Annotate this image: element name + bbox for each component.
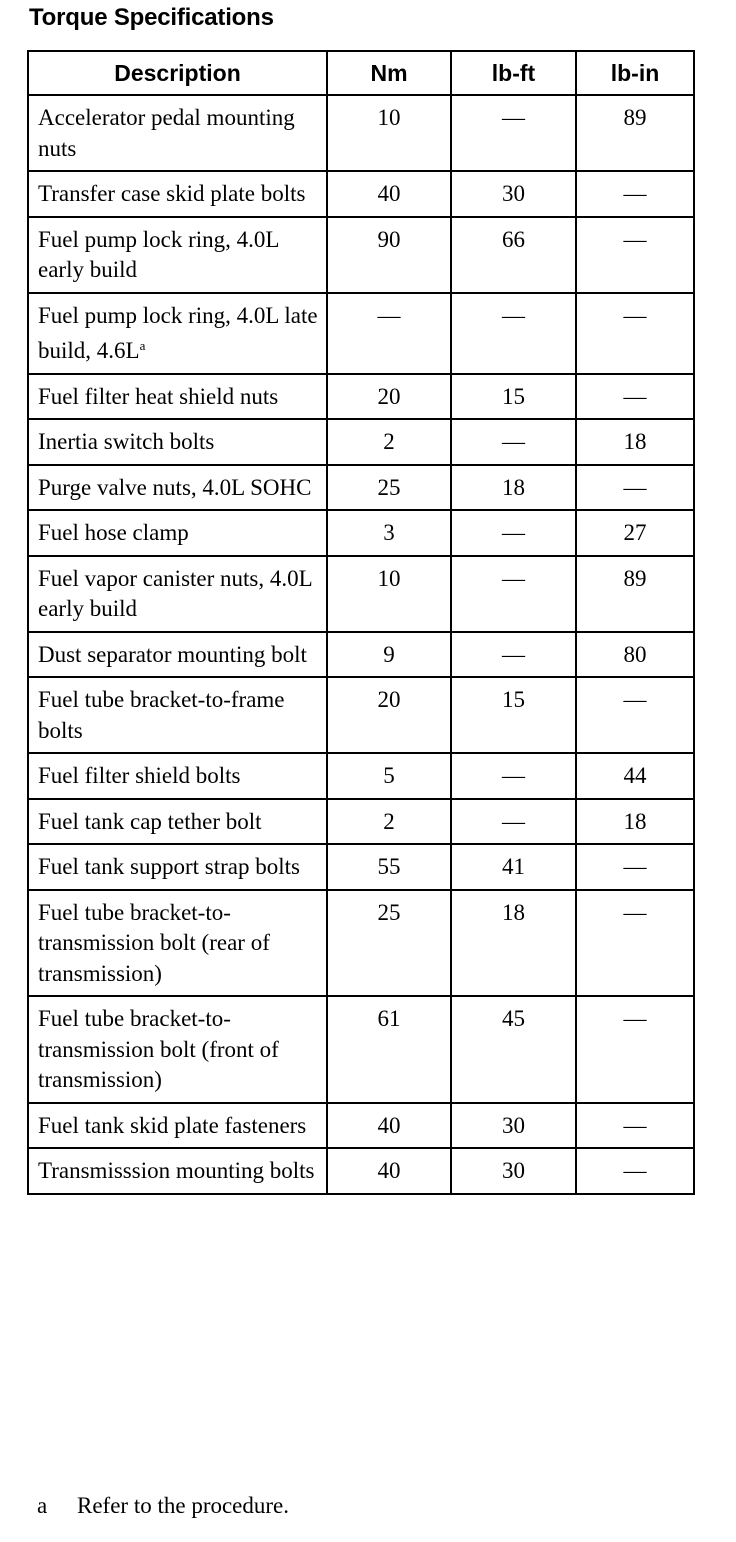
lb-ft-cell: 41 [451,844,576,890]
description-cell [28,996,327,1103]
nm-cell: 55 [327,844,451,890]
lb-ft-cell: — [451,419,576,465]
description-text: Fuel tube bracket-to-transmission bolt (rear of transmission) [38,899,270,986]
nm-cell: 25 [327,890,451,997]
table-row [28,465,694,511]
table-row [28,1148,694,1194]
nm-cell: 9 [327,632,451,678]
lb-in-cell: — [576,217,694,293]
lb-in-cell: 44 [576,753,694,799]
nm-cell: 3 [327,510,451,556]
lb-ft-cell: 18 [451,465,576,511]
description-cell [28,465,327,511]
nm-cell: 61 [327,996,451,1103]
nm-cell: 20 [327,374,451,420]
lb-in-cell: 18 [576,419,694,465]
description-text: Fuel tank skid plate fasteners [38,1112,307,1138]
lb-in-cell: — [576,996,694,1103]
lb-in-cell: — [576,293,694,374]
nm-cell: — [327,293,451,374]
description-text: Fuel tube bracket-to-transmission bolt (front of transmission) [38,1006,279,1092]
lb-ft-cell: — [451,799,576,845]
description-cell [28,799,327,845]
description-cell [28,1148,327,1194]
description-text: Fuel tank cap tether bolt [38,808,262,834]
footnote-mark: a [37,1493,48,1518]
lb-in-cell: — [576,844,694,890]
table-row [28,171,694,217]
lb-ft-cell: — [451,632,576,678]
lb-ft-cell: 30 [451,171,576,217]
lb-in-cell: 89 [576,556,694,632]
header-lb-in: lb-in [576,51,694,95]
description-text: Accelerator pedal mounting nuts [38,105,295,161]
header-description: Description [28,51,327,95]
header-nm: Nm [327,51,451,95]
lb-ft-cell: 30 [451,1103,576,1149]
lb-in-cell: 80 [576,632,694,678]
description-text: Transfer case skid plate bolts [38,181,306,206]
lb-ft-cell: 66 [451,217,576,293]
description-cell [28,556,327,632]
lb-ft-cell: — [451,95,576,171]
lb-ft-cell: 15 [451,374,576,420]
footnote [37,1493,289,1519]
description-text: Transmisssion mounting bolts [38,1158,315,1183]
description-text: Fuel pump lock ring, 4.0L late build, 4.6L [38,302,318,363]
description-cell [28,677,327,753]
table-row [28,890,694,997]
nm-cell: 40 [327,171,451,217]
lb-ft-cell: 45 [451,996,576,1103]
lb-in-cell: — [576,1103,694,1149]
table-row [28,556,694,632]
lb-ft-cell: 18 [451,890,576,997]
description-text: Fuel tank support strap bolts [38,854,300,879]
description-cell [28,217,327,293]
description-cell [28,753,327,799]
table-row [28,677,694,753]
description-text: Dust separator mounting bolt [38,641,307,667]
lb-ft-cell: 15 [451,677,576,753]
nm-cell: 25 [327,465,451,511]
table-row [28,293,694,374]
table-row [28,799,694,845]
description-text: Fuel hose clamp [38,520,189,545]
description-text: Fuel vapor canister nuts, 4.0L early build [38,565,312,621]
lb-in-cell: — [576,890,694,997]
description-text: Fuel filter shield bolts [38,763,241,788]
lb-in-cell: — [576,1148,694,1194]
table-row [28,996,694,1103]
nm-cell: 5 [327,753,451,799]
header-lb-ft: lb-ft [451,51,576,95]
lb-ft-cell: — [451,556,576,632]
description-cell [28,95,327,171]
description-cell [28,510,327,556]
footnote-text: Refer to the procedure. [77,1493,290,1518]
description-cell [28,890,327,997]
table-row [28,632,694,678]
description-cell [28,419,327,465]
torque-spec-table [27,50,695,1195]
nm-cell: 40 [327,1103,451,1149]
description-cell [28,632,327,678]
description-cell [28,171,327,217]
nm-cell: 90 [327,217,451,293]
nm-cell: 2 [327,799,451,845]
lb-in-cell: 89 [576,95,694,171]
description-text: Fuel pump lock ring, 4.0L early build [38,226,279,282]
description-text: Inertia switch bolts [38,429,215,454]
lb-ft-cell: — [451,293,576,374]
table-row [28,95,694,171]
lb-in-cell: — [576,465,694,511]
nm-cell: 10 [327,95,451,171]
description-cell [28,293,327,374]
table-row [28,844,694,890]
table-row [28,374,694,420]
description-cell [28,1103,327,1149]
lb-in-cell: — [576,677,694,753]
table-row [28,419,694,465]
nm-cell: 40 [327,1148,451,1194]
lb-in-cell: 27 [576,510,694,556]
lb-ft-cell: — [451,510,576,556]
footnote-superscript: a [139,338,146,353]
description-text: Fuel filter heat shield nuts [38,383,279,409]
lb-in-cell: — [576,374,694,420]
table-header-row [28,51,694,95]
nm-cell: 20 [327,677,451,753]
nm-cell: 10 [327,556,451,632]
description-text: Fuel tube bracket-to-frame bolts [38,687,285,743]
table-row [28,753,694,799]
lb-in-cell: 18 [576,799,694,845]
description-text: Purge valve nuts, 4.0L SOHC [38,474,312,500]
table-row [28,217,694,293]
description-cell [28,844,327,890]
lb-ft-cell: 30 [451,1148,576,1194]
nm-cell: 2 [327,419,451,465]
table-row [28,1103,694,1149]
lb-in-cell: — [576,171,694,217]
page-title: Torque Specifications [29,4,274,31]
description-cell [28,374,327,420]
lb-ft-cell: — [451,753,576,799]
table-row [28,510,694,556]
